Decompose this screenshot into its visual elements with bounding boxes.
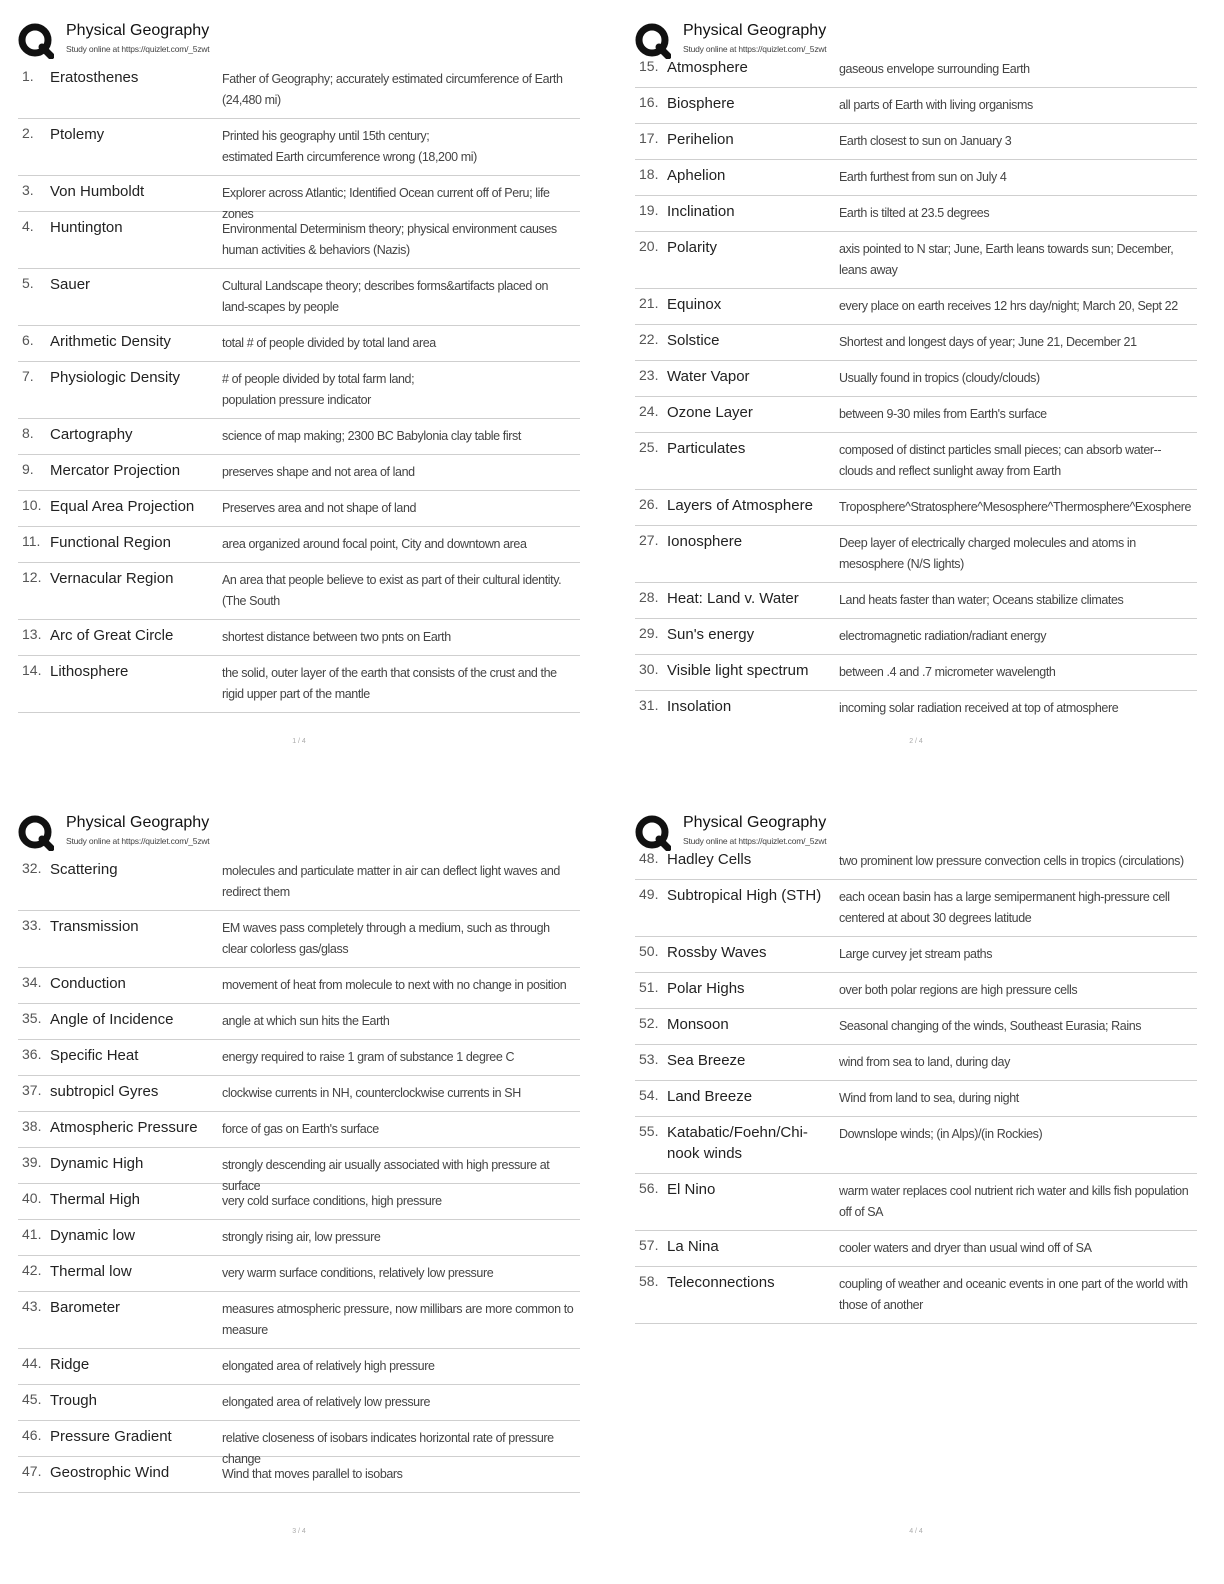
- table-row: [18, 968, 580, 1004]
- row-term: Katabatic/Foehn/Chi-nook winds: [667, 1124, 808, 1162]
- row-definition: Troposphere^Stratosphere^Mesosphere^Thermosphere^Exosphere: [839, 500, 1192, 514]
- term-list: [18, 854, 580, 1493]
- header-title: Physical Geography: [683, 814, 827, 831]
- row-term: Polar Highs: [667, 980, 745, 997]
- row-number: 15.: [639, 58, 659, 74]
- row-number: 22.: [639, 331, 659, 347]
- row-definition: movement of heat from molecule to next with no change in position: [222, 978, 567, 992]
- row-number: 16.: [639, 94, 659, 110]
- table-row: [635, 880, 1197, 937]
- row-number: 50.: [639, 943, 659, 959]
- document-page-3: [18, 812, 580, 1572]
- row-definition: every place on earth receives 12 hrs day/night; March 20, Sept 22: [839, 299, 1178, 313]
- table-row: [18, 1457, 580, 1493]
- row-term: Arithmetic Density: [50, 333, 171, 350]
- quizlet-logo-icon: [18, 815, 54, 851]
- row-term: Transmission: [50, 918, 139, 935]
- table-row: [18, 1220, 580, 1256]
- row-number: 39.: [22, 1154, 42, 1170]
- row-term: Thermal High: [50, 1191, 141, 1208]
- row-number: 37.: [22, 1082, 42, 1098]
- row-definition: Earth furthest from sun on July 4: [839, 170, 1007, 184]
- table-row: [635, 619, 1197, 655]
- header-title: Physical Geography: [66, 22, 210, 39]
- page-number: 3 / 4: [292, 1528, 306, 1535]
- row-definition-line-2: estimated Earth circumference wrong (18,200 mi): [222, 150, 477, 164]
- row-term: Ridge: [50, 1356, 90, 1373]
- row-number: 51.: [639, 979, 659, 995]
- row-number: 27.: [639, 532, 659, 548]
- row-definition: Earth is tilted at 23.5 degrees: [839, 206, 990, 220]
- term-list: [635, 844, 1197, 1324]
- row-definition: composed of distinct particles small pieces; can absorb water--clouds and reflect sunlight away from Earth: [839, 443, 1162, 478]
- row-term: Visible light spectrum: [667, 662, 809, 679]
- table-row: [18, 620, 580, 656]
- row-number: 28.: [639, 589, 659, 605]
- row-term: Rossby Waves: [667, 944, 767, 961]
- page-header: [18, 812, 580, 854]
- row-number: 31.: [639, 697, 659, 713]
- row-number: 42.: [22, 1262, 42, 1278]
- row-number: 54.: [639, 1087, 659, 1103]
- table-row: [635, 160, 1197, 196]
- row-term: Scattering: [50, 861, 118, 878]
- row-definition: Environmental Determinism theory; physical environment causes human activities & behaviors (Nazis): [222, 222, 557, 257]
- row-term: Sea Breeze: [667, 1052, 746, 1069]
- row-definition: strongly rising air, low pressure: [222, 1230, 381, 1244]
- row-definition: between 9-30 miles from Earth's surface: [839, 407, 1047, 421]
- row-term: Dynamic High: [50, 1155, 144, 1172]
- row-number: 49.: [639, 886, 659, 902]
- row-definition: Preserves area and not shape of land: [222, 501, 417, 515]
- row-number: 45.: [22, 1391, 42, 1407]
- table-row: [18, 1112, 580, 1148]
- table-row: [18, 1421, 580, 1466]
- row-term: Eratosthenes: [50, 69, 139, 86]
- table-row: [635, 1081, 1197, 1117]
- row-term: Water Vapor: [667, 368, 750, 385]
- table-row: [18, 1184, 580, 1220]
- row-definition: Shortest and longest days of year; June 21, December 21: [839, 335, 1137, 349]
- row-definition: Large curvey jet stream paths: [839, 947, 993, 961]
- row-term: Solstice: [667, 332, 720, 349]
- row-number: 18.: [639, 166, 659, 182]
- row-number: 53.: [639, 1051, 659, 1067]
- row-number: 21.: [639, 295, 659, 311]
- table-row: [18, 1148, 580, 1193]
- row-number: 3.: [22, 182, 34, 198]
- row-definition: Usually found in tropics (cloudy/clouds): [839, 371, 1040, 385]
- row-number: 19.: [639, 202, 659, 218]
- row-term: Mercator Projection: [50, 462, 181, 479]
- table-row: [635, 691, 1197, 727]
- table-row: [635, 655, 1197, 691]
- row-definition-line-1: # of people divided by total farm land;: [222, 372, 415, 386]
- row-number: 10.: [22, 497, 42, 513]
- row-term: Cartography: [50, 426, 133, 443]
- row-term: Insolation: [667, 698, 732, 715]
- row-term: Von Humboldt: [50, 183, 145, 200]
- header-subtitle: Study online at https://quizlet.com/_5zwt: [683, 836, 827, 846]
- row-number: 55.: [639, 1123, 659, 1139]
- table-row: [18, 1076, 580, 1112]
- table-row: [635, 289, 1197, 325]
- row-definition: energy required to raise 1 gram of substance 1 degree C: [222, 1050, 515, 1064]
- row-definition: wind from sea to land, during day: [839, 1055, 1010, 1069]
- row-definition: Wind from land to sea, during night: [839, 1091, 1019, 1105]
- table-row: [18, 326, 580, 362]
- row-term: Angle of Incidence: [50, 1011, 174, 1028]
- row-term: Land Breeze: [667, 1088, 753, 1105]
- row-number: 46.: [22, 1427, 42, 1443]
- table-row: [635, 973, 1197, 1009]
- row-definition: EM waves pass completely through a medium, such as through clear colorless gas/glass: [222, 921, 550, 956]
- table-row: [18, 854, 580, 911]
- table-row: [18, 419, 580, 455]
- row-number: 44.: [22, 1355, 42, 1371]
- table-row: [18, 176, 580, 221]
- row-definition: warm water replaces cool nutrient rich water and kills fish population off of SA: [839, 1184, 1189, 1219]
- table-row: [18, 362, 580, 419]
- row-number: 8.: [22, 425, 34, 441]
- row-term: Inclination: [667, 203, 735, 220]
- table-row: [18, 1349, 580, 1385]
- row-term: Equinox: [667, 296, 722, 313]
- header-subtitle: Study online at https://quizlet.com/_5zwt: [66, 44, 210, 54]
- document-page-1: [18, 20, 580, 780]
- row-definition: clockwise currents in NH, counterclockwise currents in SH: [222, 1086, 521, 1100]
- header-subtitle: Study online at https://quizlet.com/_5zwt: [66, 836, 210, 846]
- row-definition: area organized around focal point, City and downtown area: [222, 537, 527, 551]
- row-number: 14.: [22, 662, 42, 678]
- row-term: Atmosphere: [667, 59, 748, 76]
- row-definition: very cold surface conditions, high pressure: [222, 1194, 442, 1208]
- table-row: [18, 527, 580, 563]
- row-number: 36.: [22, 1046, 42, 1062]
- row-number: 13.: [22, 626, 42, 642]
- table-row: [635, 196, 1197, 232]
- row-term: Particulates: [667, 440, 746, 457]
- row-number: 32.: [22, 860, 42, 876]
- table-row: [635, 325, 1197, 361]
- table-row: [18, 491, 580, 527]
- row-number: 24.: [639, 403, 659, 419]
- table-row: [635, 1117, 1197, 1174]
- row-number: 17.: [639, 130, 659, 146]
- row-term: Ozone Layer: [667, 404, 753, 421]
- row-term: Hadley Cells: [667, 851, 752, 868]
- row-term: Trough: [50, 1392, 97, 1409]
- table-row: [635, 1045, 1197, 1081]
- row-definition: each ocean basin has a large semipermanent high-pressure cell centered at about 30 degrees latitude: [839, 890, 1170, 925]
- table-row: [18, 455, 580, 491]
- row-definition: elongated area of relatively high pressure: [222, 1359, 435, 1373]
- table-row: [635, 124, 1197, 160]
- row-definition: Father of Geography; accurately estimated circumference of Earth (24,480 mi): [222, 72, 563, 107]
- row-term: Subtropical High (STH): [667, 887, 822, 904]
- table-row: [635, 88, 1197, 124]
- table-row: [18, 212, 580, 269]
- table-row: [635, 490, 1197, 526]
- row-number: 35.: [22, 1010, 42, 1026]
- row-definition: coupling of weather and oceanic events in one part of the world with those of another: [839, 1277, 1188, 1312]
- row-definition: force of gas on Earth's surface: [222, 1122, 379, 1136]
- row-number: 30.: [639, 661, 659, 677]
- row-term: Lithosphere: [50, 663, 129, 680]
- term-list: [635, 52, 1197, 727]
- row-term: Specific Heat: [50, 1047, 139, 1064]
- row-definition: An area that people believe to exist as part of their cultural identity. (The South: [222, 573, 562, 608]
- row-definition: elongated area of relatively low pressure: [222, 1395, 431, 1409]
- page-header: [635, 812, 1197, 854]
- row-definition: two prominent low pressure convection cells in tropics (circulations): [839, 854, 1184, 868]
- row-term: Geostrophic Wind: [50, 1464, 170, 1481]
- row-term: El Nino: [667, 1181, 716, 1198]
- table-row: [18, 1004, 580, 1040]
- table-row: [635, 526, 1197, 583]
- row-definition: strongly descending air usually associated with high pressure at surface: [222, 1158, 550, 1193]
- row-term: Functional Region: [50, 534, 171, 551]
- row-definition: [222, 119, 580, 168]
- row-definition: Cultural Landscape theory; describes forms&artifacts placed on land-scapes by people: [222, 279, 549, 314]
- table-row: [635, 937, 1197, 973]
- row-number: 11.: [22, 533, 41, 549]
- row-definition-line-2: population pressure indicator: [222, 393, 371, 407]
- row-definition: science of map making; 2300 BC Babylonia clay table first: [222, 429, 521, 443]
- row-number: 26.: [639, 496, 659, 512]
- row-number: 33.: [22, 917, 42, 933]
- row-definition: cooler waters and dryer than usual wind off of SA: [839, 1241, 1092, 1255]
- row-term: Conduction: [50, 975, 126, 992]
- table-row: [18, 911, 580, 968]
- row-number: 47.: [22, 1463, 42, 1479]
- table-row: [635, 1267, 1197, 1324]
- row-number: 34.: [22, 974, 42, 990]
- row-term: Thermal low: [50, 1263, 132, 1280]
- header-title: Physical Geography: [683, 22, 827, 39]
- row-definition: Explorer across Atlantic; Identified Ocean current off of Peru; life zones: [222, 186, 550, 221]
- row-term: Polarity: [667, 239, 718, 256]
- table-row: [635, 397, 1197, 433]
- row-definition: the solid, outer layer of the earth that consists of the crust and the rigid upper part of the mantle: [222, 666, 557, 701]
- page-number: 2 / 4: [909, 738, 923, 745]
- row-definition: axis pointed to N star; June, Earth leans towards sun; December, leans away: [839, 242, 1174, 277]
- term-list: [18, 62, 580, 713]
- table-row: [18, 563, 580, 620]
- row-number: 57.: [639, 1237, 659, 1253]
- row-term: Ionosphere: [667, 533, 743, 550]
- row-definition: shortest distance between two pnts on Earth: [222, 630, 451, 644]
- table-row: [635, 1174, 1197, 1231]
- row-term: Physiologic Density: [50, 369, 181, 386]
- row-number: 58.: [639, 1273, 659, 1289]
- table-row: [18, 62, 580, 119]
- table-row: [18, 1385, 580, 1421]
- row-number: 5.: [22, 275, 34, 291]
- page-header: [18, 20, 580, 62]
- row-number: 52.: [639, 1015, 659, 1031]
- row-term: subtropicl Gyres: [50, 1083, 159, 1100]
- row-definition: between .4 and .7 micrometer wavelength: [839, 665, 1056, 679]
- row-definition: gaseous envelope surrounding Earth: [839, 62, 1030, 76]
- row-term: Perihelion: [667, 131, 734, 148]
- row-term: Teleconnections: [667, 1274, 775, 1291]
- row-definition: Land heats faster than water; Oceans stabilize climates: [839, 593, 1124, 607]
- row-term: Equal Area Projection: [50, 498, 195, 515]
- row-number: 9.: [22, 461, 34, 477]
- row-number: 6.: [22, 332, 34, 348]
- page-number: 1 / 4: [292, 738, 306, 745]
- row-definition: all parts of Earth with living organisms: [839, 98, 1033, 112]
- row-term: La Nina: [667, 1238, 719, 1255]
- page-header: [635, 20, 1197, 62]
- header-title: Physical Geography: [66, 814, 210, 831]
- row-definition: incoming solar radiation received at top of atmosphere: [839, 701, 1119, 715]
- row-definition: over both polar regions are high pressure cells: [839, 983, 1078, 997]
- row-term: Pressure Gradient: [50, 1428, 172, 1445]
- row-number: 20.: [639, 238, 659, 254]
- row-number: 48.: [639, 850, 659, 866]
- table-row: [18, 119, 580, 176]
- row-definition: molecules and particulate matter in air can deflect light waves and redirect them: [222, 864, 560, 899]
- page-number: 4 / 4: [909, 1528, 923, 1535]
- row-definition: [222, 362, 580, 411]
- table-row: [635, 583, 1197, 619]
- row-term: Ptolemy: [50, 126, 105, 143]
- row-term: Arc of Great Circle: [50, 627, 174, 644]
- row-term: Barometer: [50, 1299, 121, 1316]
- row-term: Monsoon: [667, 1016, 729, 1033]
- quizlet-logo-icon: [635, 815, 671, 851]
- row-definition: very warm surface conditions, relatively low pressure: [222, 1266, 494, 1280]
- row-number: 29.: [639, 625, 659, 641]
- row-definition: measures atmospheric pressure, now millibars are more common to measure: [222, 1302, 574, 1337]
- table-row: [635, 1231, 1197, 1267]
- row-definition-line-1: Printed his geography until 15th century;: [222, 129, 430, 143]
- row-definition: Deep layer of electrically charged molecules and atoms in mesosphere (N/S lights): [839, 536, 1136, 571]
- row-definition: total # of people divided by total land area: [222, 336, 436, 350]
- table-row: [18, 1040, 580, 1076]
- table-row: [18, 1256, 580, 1292]
- quizlet-logo-icon: [635, 23, 671, 59]
- row-number: 23.: [639, 367, 659, 383]
- row-term: Heat: Land v. Water: [667, 590, 799, 607]
- row-number: 1.: [22, 68, 34, 84]
- table-row: [18, 269, 580, 326]
- row-term: Sauer: [50, 276, 91, 293]
- row-number: 38.: [22, 1118, 42, 1134]
- row-number: 43.: [22, 1298, 42, 1314]
- row-number: 56.: [639, 1180, 659, 1196]
- table-row: [18, 656, 580, 713]
- row-definition: angle at which sun hits the Earth: [222, 1014, 390, 1028]
- row-number: 12.: [22, 569, 42, 585]
- row-definition: relative closeness of isobars indicates horizontal rate of pressure change: [222, 1431, 554, 1466]
- row-term: Dynamic low: [50, 1227, 136, 1244]
- row-number: 40.: [22, 1190, 42, 1206]
- row-term: Biosphere: [667, 95, 735, 112]
- row-number: 2.: [22, 125, 34, 141]
- row-term: Atmospheric Pressure: [50, 1119, 198, 1136]
- row-number: 41.: [22, 1226, 42, 1242]
- header-subtitle: Study online at https://quizlet.com/_5zwt: [683, 44, 827, 54]
- row-definition: Earth closest to sun on January 3: [839, 134, 1012, 148]
- table-row: [635, 361, 1197, 397]
- row-term: Aphelion: [667, 167, 726, 184]
- row-number: 25.: [639, 439, 659, 455]
- table-row: [18, 1292, 580, 1349]
- table-row: [635, 433, 1197, 490]
- row-number: 7.: [22, 368, 34, 384]
- row-definition: preserves shape and not area of land: [222, 465, 415, 479]
- row-definition: electromagnetic radiation/radiant energy: [839, 629, 1047, 643]
- row-definition: Downslope winds; (in Alps)/(in Rockies): [839, 1127, 1043, 1141]
- table-row: [635, 232, 1197, 289]
- quizlet-logo-icon: [18, 23, 54, 59]
- row-definition: Wind that moves parallel to isobars: [222, 1467, 403, 1481]
- row-term: Vernacular Region: [50, 570, 174, 587]
- row-number: 4.: [22, 218, 34, 234]
- row-term: Layers of Atmosphere: [667, 497, 813, 514]
- document-page-4: [635, 812, 1197, 1572]
- row-term: Huntington: [50, 219, 123, 236]
- document-page-2: [635, 20, 1197, 780]
- row-term: Sun's energy: [667, 626, 755, 643]
- table-row: [635, 1009, 1197, 1045]
- row-definition: Seasonal changing of the winds, Southeast Eurasia; Rains: [839, 1019, 1142, 1033]
